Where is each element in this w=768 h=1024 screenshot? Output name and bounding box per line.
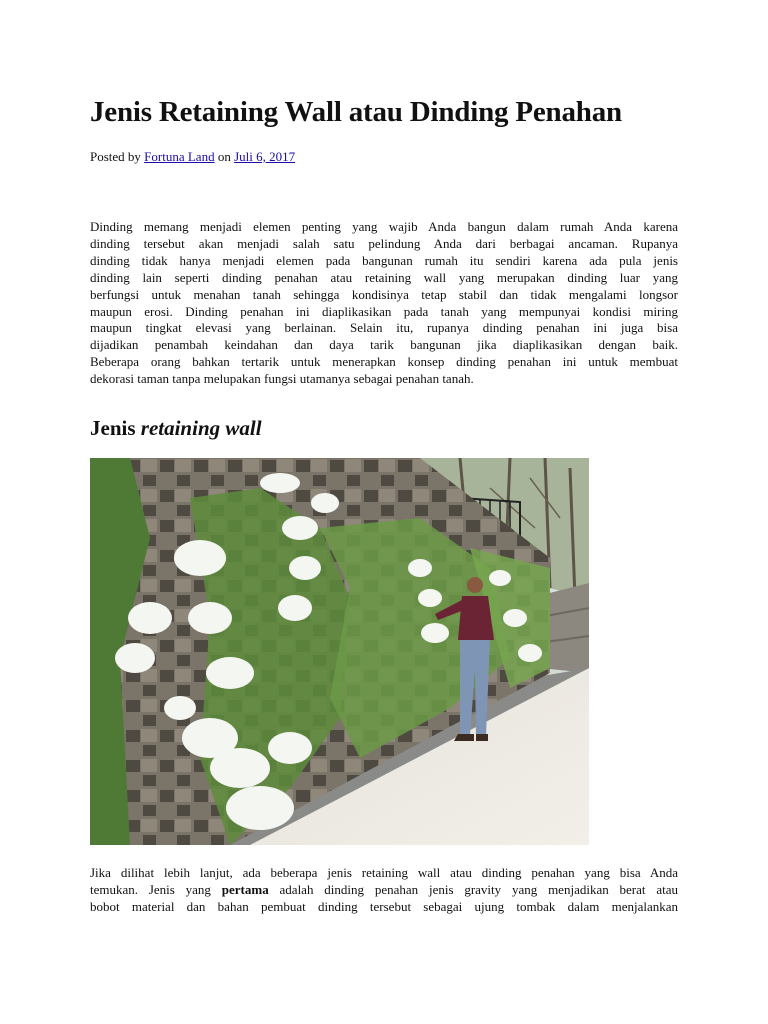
intro-line: maupun erosi. Dinding penahan ini diaplikasikan pada tanah yang mempunyai kondisi miring (90, 303, 678, 319)
posted-by-label: Posted by (90, 149, 141, 164)
intro-line: dijadikan penambah keindahan dan daya tarik bangunan jika diaplikasikan dengan baik. (90, 337, 678, 353)
post-meta (90, 149, 295, 165)
intro-line: Dinding memang menjadi elemen penting yang wajib Anda bangun dalam rumah Anda karena (90, 219, 678, 234)
article-title: Jenis Retaining Wall atau Dinding Penahan (90, 96, 622, 128)
intro-line: Beberapa orang bahkan tertarik untuk menerapkan konsep dinding penahan ini untuk membuat (90, 354, 678, 370)
intro-line: dinding tidak hanya menjadi elemen pada bangunan rumah itu sendiri karena ada pula jenis (90, 252, 678, 268)
body-paragraph (90, 865, 678, 916)
intro-line: dinding tersebut akan menjadi salah satu pelindung Anda dari berbagai ancaman. Rupanya (90, 235, 678, 251)
body-line: bobot material dan bahan pembuat dinding tersebut sebagai ujung tombak dalam menjalankan (90, 898, 678, 914)
retaining-wall-photo (90, 458, 589, 845)
body-text: adalah dinding penahan jenis gravity yang menjadikan berat atau (279, 881, 678, 897)
date-link[interactable]: Juli 6, 2017 (234, 149, 296, 164)
body-line (90, 882, 678, 899)
section-heading-emphasis: retaining wall (140, 416, 262, 440)
intro-paragraph (90, 219, 678, 388)
section-heading (90, 416, 262, 441)
intro-line: dekorasi taman tanpa melupakan fungsi utamanya sebagai penahan tanah. (90, 371, 474, 387)
author-link[interactable]: Fortuna Land (144, 149, 215, 164)
intro-line: berfungsi untuk menahan tanah sehingga kondisinya tetap stabil dan tidak mengalami longsor (90, 286, 678, 302)
intro-line: dinding lain seperti dinding penahan atau retaining wall yang merupakan dinding luar yang (90, 269, 678, 285)
intro-line: maupun tingkat elevasi yang berlainan. Selain itu, rupanya dinding penahan ini juga bisa (90, 320, 678, 336)
bold-term: pertama (221, 881, 269, 897)
section-heading-prefix: Jenis (90, 416, 136, 440)
body-text: temukan. Jenis yang (90, 881, 211, 897)
body-line: Jika dilihat lebih lanjut, ada beberapa jenis retaining wall atau dinding penahan yang bisa Anda (90, 865, 678, 880)
on-label: on (217, 149, 231, 164)
